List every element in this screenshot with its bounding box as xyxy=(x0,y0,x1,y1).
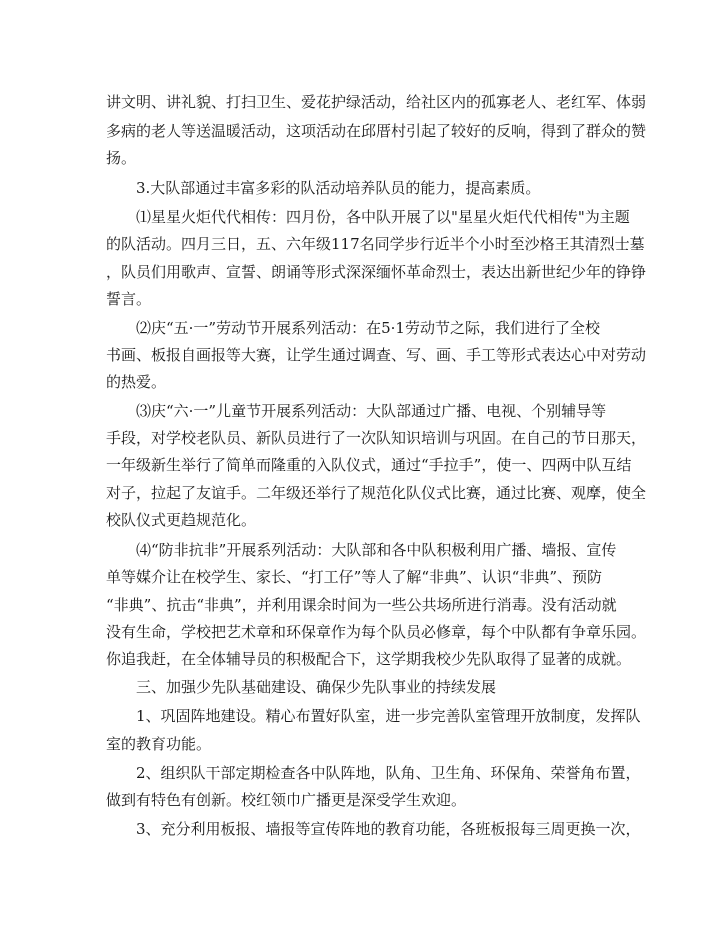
text-line: 的队活动。四月三日，五、六年级117名同学步行近半个小时至沙格王其清烈士墓 xyxy=(106,235,645,253)
text-line: ⑴星星火炬代代相传：四月份，各中队开展了以"星星火炬代代相传"为主题 xyxy=(136,208,630,226)
text-line: 做到有特色有创新。校红领巾广播更是深受学生欢迎。 xyxy=(106,791,467,809)
text-line: 室的教育功能。 xyxy=(106,735,212,753)
text-line: 1、巩固阵地建设。精心布置好队室，进一步完善队室管理开放制度，发挥队 xyxy=(136,707,641,725)
text-line: 对子，拉起了友谊手。二年级还举行了规范化队仪式比赛，通过比赛、观摩，使全 xyxy=(106,484,647,502)
text-line: ，队员们用歌声、宣誓、朗诵等形式深深缅怀革命烈士，表达出新世纪少年的铮铮 xyxy=(106,263,647,281)
text-line: 单等媒介让在校学生、家长、“打工仔”等人了解“非典”、认识“非典”、预防 xyxy=(106,568,603,586)
text-line: 手段，对学校老队员、新队员进行了一次队知识培训与巩固。在自己的节日那天， xyxy=(106,429,647,447)
text-line: ⑵庆“五·一”劳动节开展系列活动：在5·1劳动节之际，我们进行了全校 xyxy=(136,319,600,337)
text-line: 讲文明、讲礼貌、打扫卫生、爱花护绿活动，给社区内的孤寡老人、老红军、体弱 xyxy=(106,93,647,111)
text-line: 书画、板报自画报等大赛，让学生通过调查、写、画、手工等形式表达心中对劳动 xyxy=(106,346,647,364)
text-line: 3.大队部通过丰富多彩的队活动培养队员的能力，提高素质。 xyxy=(136,179,541,197)
text-line: ⑶庆“六·一”儿童节开展系列活动：大队部通过广播、电视、个别辅导等 xyxy=(136,402,607,420)
text-line: 一年级新生举行了简单而隆重的入队仪式，通过“手拉手”，使一、四两中队互结 xyxy=(106,456,632,474)
text-line: 扬。 xyxy=(106,149,137,167)
text-line: ⑷“防非抗非”开展系列活动：大队部和各中队积极利用广播、墙报、宣传 xyxy=(136,541,617,559)
text-line: 没有生命，学校把艺术章和环保章作为每个队员必修章，每个中队都有争章乐园。 xyxy=(106,623,647,641)
text-line: 校队仪式更趋规范化。 xyxy=(106,511,257,529)
text-line: 你追我赶，在全体辅导员的积极配合下，这学期我校少先队取得了显著的成就。 xyxy=(106,650,632,668)
section-heading: 三、加强少先队基础建设、确保少先队事业的持续发展 xyxy=(136,678,497,696)
text-line: 的热爱。 xyxy=(106,373,167,391)
text-line: 3、充分利用板报、墙报等宣传阵地的教育功能，各班板报每三周更换一次， xyxy=(136,820,641,838)
text-line: 誓言。 xyxy=(106,290,152,308)
text-line: “非典”、抗击“非典”，并利用课余时间为一些公共场所进行消毒。没有活动就 xyxy=(106,596,617,614)
text-line: 多病的老人等送温暖活动，这项活动在邱厝村引起了较好的反响，得到了群众的赞 xyxy=(106,122,647,140)
text-line: 2、组织队干部定期检查各中队阵地，队角、卫生角、环保角、荣誉角布置， xyxy=(136,764,641,782)
